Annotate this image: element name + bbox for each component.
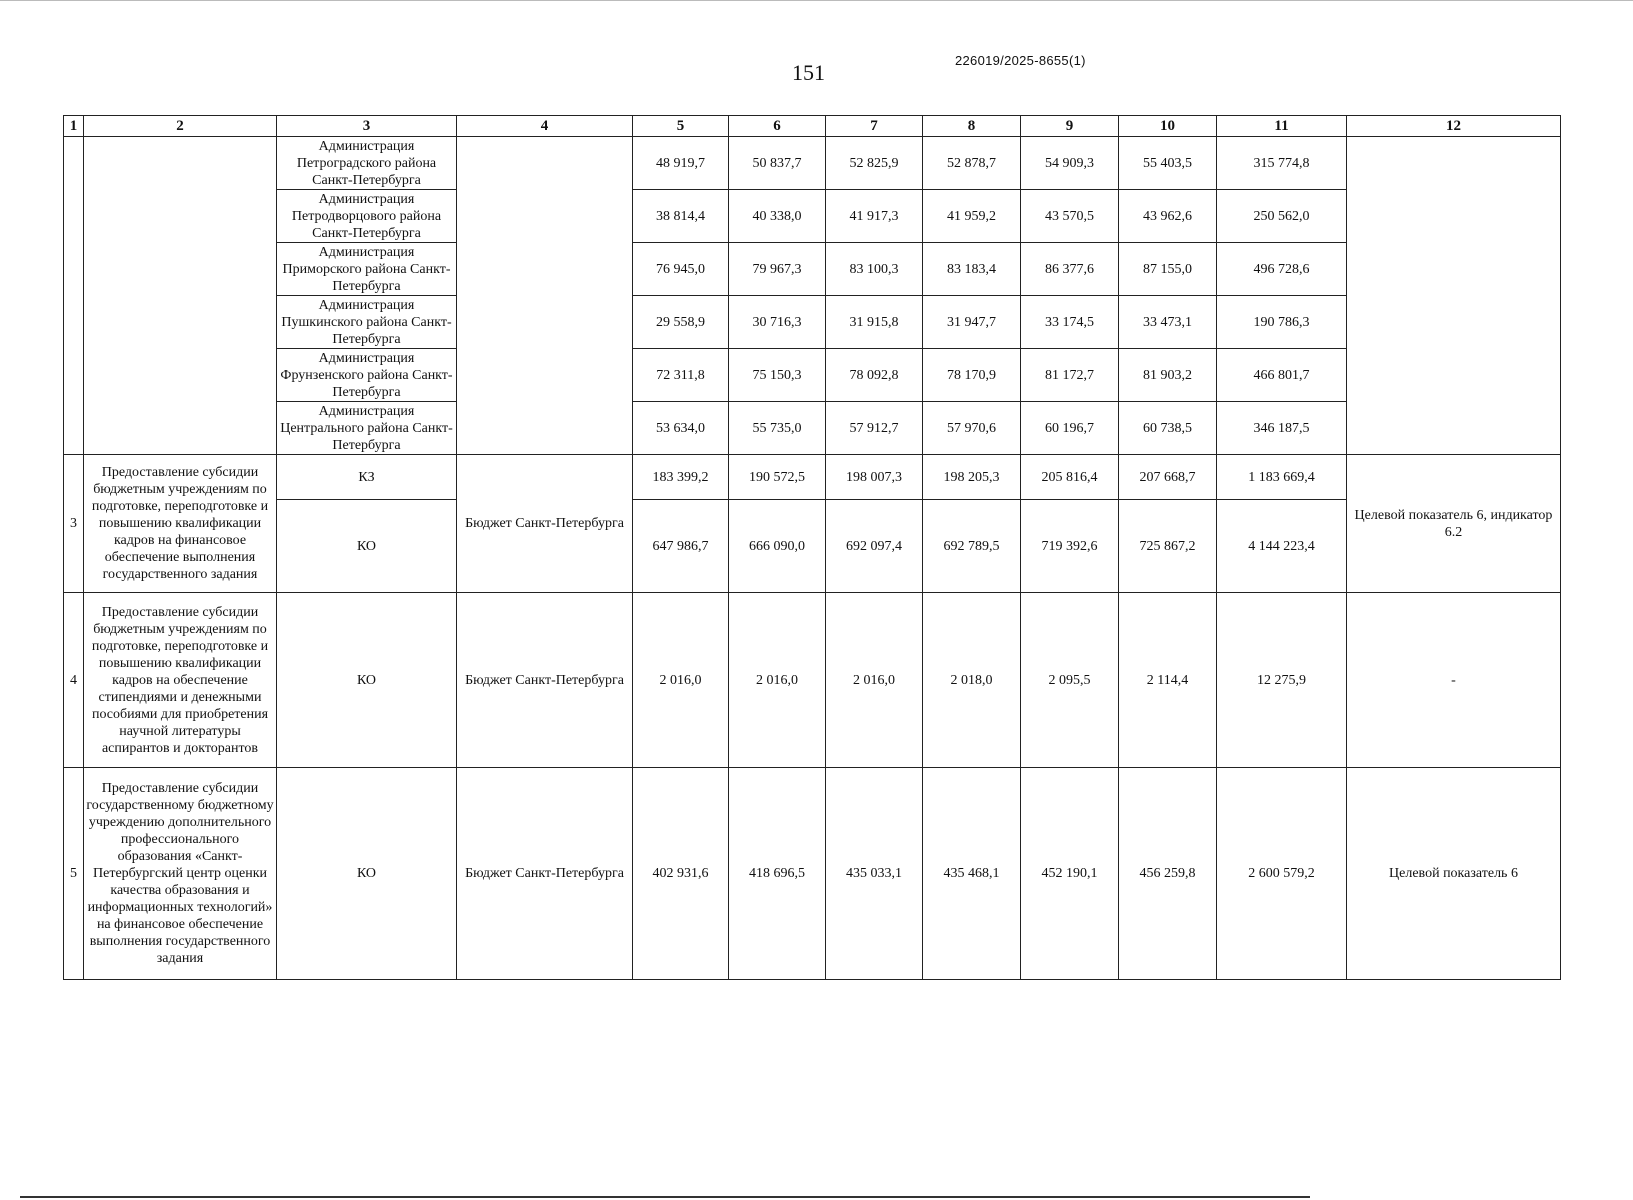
executor-cell: КО — [277, 500, 457, 593]
value-cell: 692 097,4 — [826, 500, 923, 593]
total-cell: 4 144 223,4 — [1217, 500, 1347, 593]
value-cell: 2 016,0 — [826, 593, 923, 768]
value-cell: 48 919,7 — [633, 137, 729, 190]
column-header: 3 — [277, 116, 457, 137]
value-cell: 2 095,5 — [1021, 593, 1119, 768]
executor-cell: Администрация Петроградского района Санкт-Петербурга — [277, 137, 457, 190]
row-number-cell: 4 — [64, 593, 84, 768]
description-cell: Предоставление субсидии государственному бюджетному учреждению дополнительного профессионального образования «Санкт-Петербургский центр оценки качества образования и информационных технологий» на финансовое обеспечение выполнения государственного задания — [84, 768, 277, 980]
description-cell: Предоставление субсидии бюджетным учреждениям по подготовке, переподготовке и повышению квалификации кадров на финансовое обеспечение выполнения государственного задания — [84, 455, 277, 593]
value-cell: 2 018,0 — [923, 593, 1021, 768]
table-row — [64, 768, 1561, 980]
total-cell: 190 786,3 — [1217, 296, 1347, 349]
value-cell: 43 962,6 — [1119, 190, 1217, 243]
table-row — [64, 593, 1561, 768]
value-cell: 60 196,7 — [1021, 402, 1119, 455]
value-cell: 38 814,4 — [633, 190, 729, 243]
empty-cell — [1347, 137, 1561, 455]
value-cell: 54 909,3 — [1021, 137, 1119, 190]
value-cell: 647 986,7 — [633, 500, 729, 593]
funding-source-cell: Бюджет Санкт-Петербурга — [457, 455, 633, 593]
value-cell: 81 903,2 — [1119, 349, 1217, 402]
table-row — [64, 190, 1561, 243]
executor-cell: Администрация Приморского района Санкт-Петербурга — [277, 243, 457, 296]
value-cell: 2 114,4 — [1119, 593, 1217, 768]
table-row — [64, 500, 1561, 593]
value-cell: 57 912,7 — [826, 402, 923, 455]
value-cell: 198 205,3 — [923, 455, 1021, 500]
value-cell: 50 837,7 — [729, 137, 826, 190]
table-row — [64, 349, 1561, 402]
value-cell: 41 917,3 — [826, 190, 923, 243]
row-number-cell: 5 — [64, 768, 84, 980]
column-header: 2 — [84, 116, 277, 137]
funding-source-cell: Бюджет Санкт-Петербурга — [457, 593, 633, 768]
value-cell: 692 789,5 — [923, 500, 1021, 593]
column-number-header-row — [64, 116, 1561, 137]
value-cell: 418 696,5 — [729, 768, 826, 980]
value-cell: 87 155,0 — [1119, 243, 1217, 296]
value-cell: 33 473,1 — [1119, 296, 1217, 349]
funding-source-cell: Бюджет Санкт-Петербурга — [457, 768, 633, 980]
value-cell: 55 403,5 — [1119, 137, 1217, 190]
value-cell: 43 570,5 — [1021, 190, 1119, 243]
table-row — [64, 243, 1561, 296]
column-header: 6 — [729, 116, 826, 137]
value-cell: 60 738,5 — [1119, 402, 1217, 455]
value-cell: 719 392,6 — [1021, 500, 1119, 593]
value-cell: 198 007,3 — [826, 455, 923, 500]
value-cell: 81 172,7 — [1021, 349, 1119, 402]
value-cell: 402 931,6 — [633, 768, 729, 980]
column-header: 8 — [923, 116, 1021, 137]
value-cell: 79 967,3 — [729, 243, 826, 296]
value-cell: 83 183,4 — [923, 243, 1021, 296]
value-cell: 57 970,6 — [923, 402, 1021, 455]
executor-cell: КО — [277, 593, 457, 768]
value-cell: 55 735,0 — [729, 402, 826, 455]
value-cell: 75 150,3 — [729, 349, 826, 402]
value-cell: 725 867,2 — [1119, 500, 1217, 593]
executor-cell: Администрация Пушкинского района Санкт-Петербурга — [277, 296, 457, 349]
page-number: 151 — [792, 60, 825, 85]
value-cell: 435 468,1 — [923, 768, 1021, 980]
table-row — [64, 402, 1561, 455]
bottom-edge-line — [20, 1196, 1310, 1198]
value-cell: 41 959,2 — [923, 190, 1021, 243]
row-number-cell: 3 — [64, 455, 84, 593]
value-cell: 33 174,5 — [1021, 296, 1119, 349]
value-cell: 78 170,9 — [923, 349, 1021, 402]
column-header: 7 — [826, 116, 923, 137]
total-cell: 2 600 579,2 — [1217, 768, 1347, 980]
table-row — [64, 137, 1561, 190]
top-edge-line — [0, 0, 1633, 1]
column-header: 5 — [633, 116, 729, 137]
executor-cell: КЗ — [277, 455, 457, 500]
indicator-cell: - — [1347, 593, 1561, 768]
value-cell: 666 090,0 — [729, 500, 826, 593]
indicator-cell: Целевой показатель 6 — [1347, 768, 1561, 980]
total-cell: 315 774,8 — [1217, 137, 1347, 190]
executor-cell: Администрация Центрального района Санкт-Петербурга — [277, 402, 457, 455]
value-cell: 40 338,0 — [729, 190, 826, 243]
value-cell: 205 816,4 — [1021, 455, 1119, 500]
value-cell: 52 878,7 — [923, 137, 1021, 190]
value-cell: 456 259,8 — [1119, 768, 1217, 980]
total-cell: 12 275,9 — [1217, 593, 1347, 768]
column-header: 9 — [1021, 116, 1119, 137]
empty-cell — [64, 137, 84, 455]
value-cell: 83 100,3 — [826, 243, 923, 296]
value-cell: 30 716,3 — [729, 296, 826, 349]
table-row — [64, 455, 1561, 500]
description-cell: Предоставление субсидии бюджетным учреждениям по подготовке, переподготовке и повышению квалификации кадров на обеспечение стипендиями и денежными пособиями для приобретения научной литературы аспирантов и докторантов — [84, 593, 277, 768]
executor-cell: Администрация Петродворцового района Санкт-Петербурга — [277, 190, 457, 243]
total-cell: 466 801,7 — [1217, 349, 1347, 402]
value-cell: 31 947,7 — [923, 296, 1021, 349]
value-cell: 2 016,0 — [633, 593, 729, 768]
value-cell: 31 915,8 — [826, 296, 923, 349]
executor-cell: Администрация Фрунзенского района Санкт-Петербурга — [277, 349, 457, 402]
value-cell: 86 377,6 — [1021, 243, 1119, 296]
value-cell: 2 016,0 — [729, 593, 826, 768]
value-cell: 53 634,0 — [633, 402, 729, 455]
value-cell: 190 572,5 — [729, 455, 826, 500]
value-cell: 76 945,0 — [633, 243, 729, 296]
value-cell: 78 092,8 — [826, 349, 923, 402]
total-cell: 496 728,6 — [1217, 243, 1347, 296]
total-cell: 250 562,0 — [1217, 190, 1347, 243]
value-cell: 207 668,7 — [1119, 455, 1217, 500]
program-funding-table — [63, 115, 1561, 980]
column-header: 10 — [1119, 116, 1217, 137]
value-cell: 52 825,9 — [826, 137, 923, 190]
column-header: 4 — [457, 116, 633, 137]
column-header: 1 — [64, 116, 84, 137]
column-header: 11 — [1217, 116, 1347, 137]
value-cell: 72 311,8 — [633, 349, 729, 402]
indicator-cell: Целевой показатель 6, индикатор 6.2 — [1347, 455, 1561, 593]
total-cell: 1 183 669,4 — [1217, 455, 1347, 500]
value-cell: 183 399,2 — [633, 455, 729, 500]
value-cell: 435 033,1 — [826, 768, 923, 980]
value-cell: 29 558,9 — [633, 296, 729, 349]
value-cell: 452 190,1 — [1021, 768, 1119, 980]
document-id: 226019/2025-8655(1) — [955, 53, 1086, 68]
executor-cell: КО — [277, 768, 457, 980]
empty-cell — [84, 137, 277, 455]
total-cell: 346 187,5 — [1217, 402, 1347, 455]
table-row — [64, 296, 1561, 349]
empty-cell — [457, 137, 633, 455]
column-header: 12 — [1347, 116, 1561, 137]
